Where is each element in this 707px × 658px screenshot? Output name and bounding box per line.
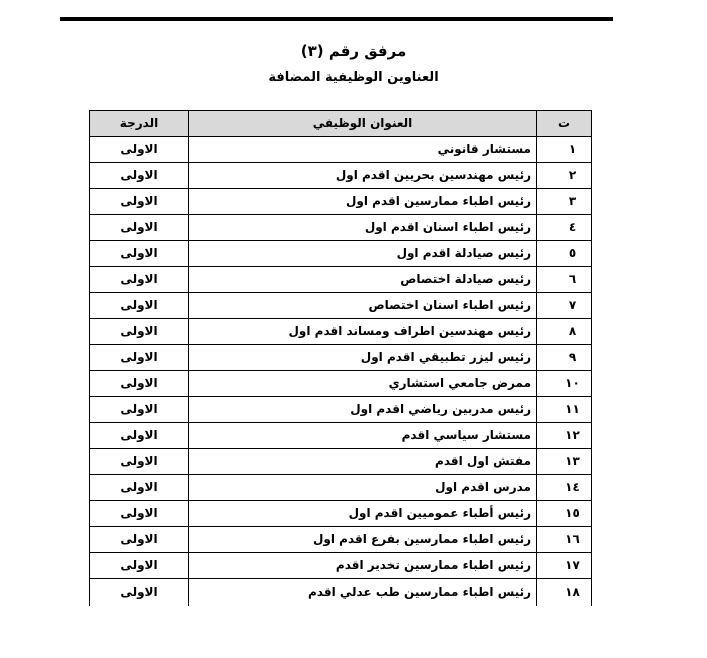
row-grade: الاولى [90, 475, 189, 501]
table-row [90, 553, 592, 579]
row-grade: الاولى [90, 501, 189, 527]
job-titles-table [89, 110, 592, 606]
header-job-title: العنوان الوظيفي [189, 111, 537, 137]
row-grade: الاولى [90, 553, 189, 579]
row-number: ٢ [537, 163, 592, 189]
row-job-title: رئيس صيادلة اقدم اول [189, 241, 537, 267]
row-grade: الاولى [90, 345, 189, 371]
row-job-title: مفتش اول اقدم [189, 449, 537, 475]
table-row [90, 579, 592, 606]
row-job-title: رئيس مهندسين بحريين اقدم اول [189, 163, 537, 189]
row-job-title: رئيس صيادلة اختصاص [189, 267, 537, 293]
table-body [90, 137, 592, 606]
row-number: ١ [537, 137, 592, 163]
table-row [90, 345, 592, 371]
table-row [90, 371, 592, 397]
row-number: ١٣ [537, 449, 592, 475]
table-row [90, 163, 592, 189]
document-subtitle: العناوين الوظيفية المضافة [268, 70, 439, 85]
row-job-title: رئيس اطباء ممارسين تخدير اقدم [189, 553, 537, 579]
row-number: ٥ [537, 241, 592, 267]
row-job-title: رئيس مهندسين اطراف ومساند اقدم اول [189, 319, 537, 345]
row-job-title: رئيس اطباء اسنان اقدم اول [189, 215, 537, 241]
row-job-title: رئيس أطباء عموميين اقدم اول [189, 501, 537, 527]
document-title: مرفق رقم (٣) [300, 42, 407, 60]
row-grade: الاولى [90, 241, 189, 267]
row-number: ١٢ [537, 423, 592, 449]
row-grade: الاولى [90, 267, 189, 293]
row-number: ١٠ [537, 371, 592, 397]
row-job-title: رئيس اطباء ممارسين اقدم اول [189, 189, 537, 215]
row-number: ٨ [537, 319, 592, 345]
row-grade: الاولى [90, 163, 189, 189]
table-row [90, 137, 592, 163]
row-grade: الاولى [90, 397, 189, 423]
row-number: ٦ [537, 267, 592, 293]
row-number: ١٦ [537, 527, 592, 553]
row-job-title: مستشار قانوني [189, 137, 537, 163]
row-grade: الاولى [90, 215, 189, 241]
row-number: ٣ [537, 189, 592, 215]
row-grade: الاولى [90, 189, 189, 215]
row-job-title: رئيس مدربين رياضي اقدم اول [189, 397, 537, 423]
row-grade: الاولى [90, 137, 189, 163]
row-job-title: رئيس اطباء اسنان اختصاص [189, 293, 537, 319]
row-grade: الاولى [90, 527, 189, 553]
table-row [90, 267, 592, 293]
row-grade: الاولى [90, 579, 189, 606]
table-row [90, 475, 592, 501]
row-grade: الاولى [90, 293, 189, 319]
table-row [90, 527, 592, 553]
row-number: ٧ [537, 293, 592, 319]
row-grade: الاولى [90, 449, 189, 475]
table-row [90, 449, 592, 475]
row-number: ٤ [537, 215, 592, 241]
table-row [90, 293, 592, 319]
table-row [90, 215, 592, 241]
row-number: ١٤ [537, 475, 592, 501]
row-number: ١١ [537, 397, 592, 423]
row-grade: الاولى [90, 423, 189, 449]
row-job-title: ممرض جامعي استشاري [189, 371, 537, 397]
row-number: ٩ [537, 345, 592, 371]
table-row [90, 189, 592, 215]
row-job-title: رئيس ليزر تطبيقي اقدم اول [189, 345, 537, 371]
row-job-title: رئيس اطباء ممارسين بفرع اقدم اول [189, 527, 537, 553]
row-grade: الاولى [90, 319, 189, 345]
top-rule [60, 17, 613, 21]
table-row [90, 319, 592, 345]
row-job-title: مدرس اقدم اول [189, 475, 537, 501]
row-number: ١٨ [537, 579, 592, 606]
row-job-title: رئيس اطباء ممارسين طب عدلي اقدم [189, 579, 537, 606]
row-job-title: مستشار سياسي اقدم [189, 423, 537, 449]
table-row [90, 397, 592, 423]
table-row [90, 501, 592, 527]
table-header-row [90, 111, 592, 137]
row-number: ١٧ [537, 553, 592, 579]
header-grade: الدرجة [90, 111, 189, 137]
table-row [90, 241, 592, 267]
header-number: ت [537, 111, 592, 137]
row-grade: الاولى [90, 371, 189, 397]
row-number: ١٥ [537, 501, 592, 527]
table-row [90, 423, 592, 449]
